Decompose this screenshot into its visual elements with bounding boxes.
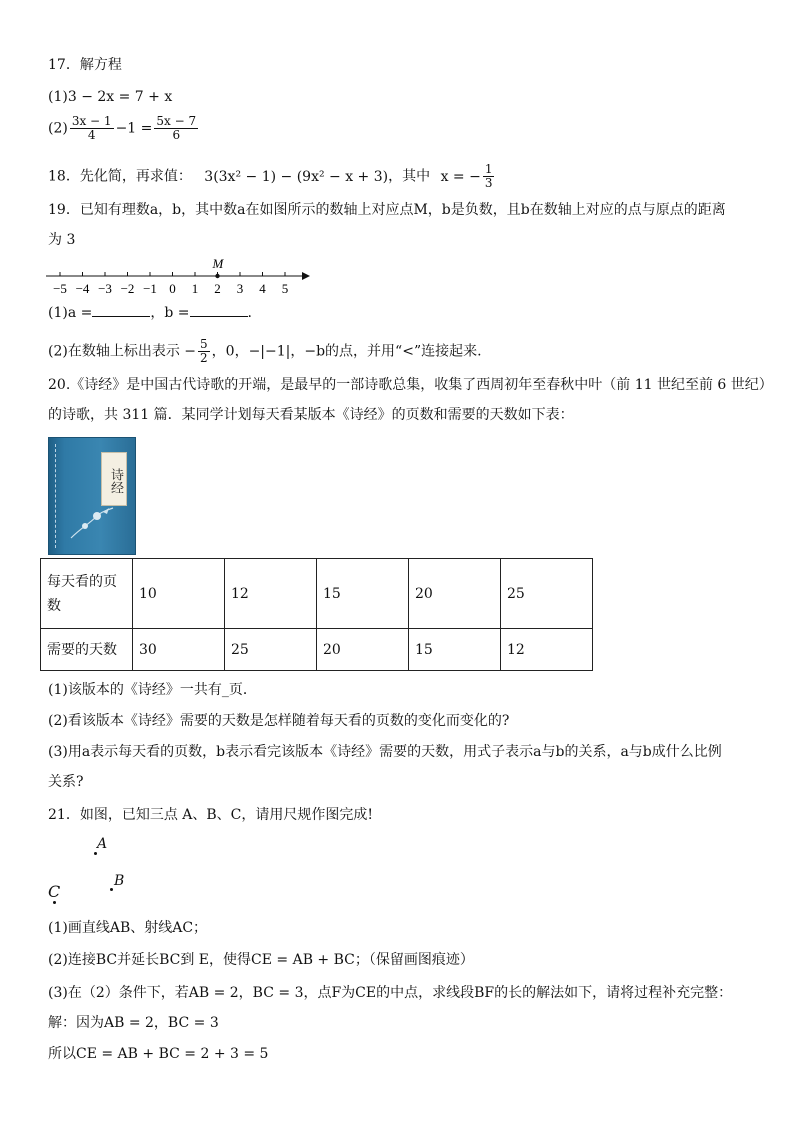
number-line-tick-label: 1 [191, 281, 199, 296]
q21-part2: (2)连接BC并延长BC到 E，使得CE = AB + BC；（保留画图痕迹） [48, 952, 474, 968]
point-b-label: B [114, 873, 125, 889]
q20-part2: (2)看该版本《诗经》需要的天数是怎样随着每天看的页数的变化而变化的? [48, 713, 510, 729]
flower-decoration-icon [67, 504, 117, 540]
q18-expression: 3(3x² − 1) − (9x² − x + 3) [204, 168, 389, 185]
number-line-tick-label: −1 [143, 281, 157, 296]
q17-part2-prefix: (2) [48, 120, 68, 137]
q21-part1: (1)画直线AB、射线AC； [48, 920, 208, 936]
table-cell: 12 [501, 629, 593, 671]
pages-days-table [40, 558, 593, 671]
number-line [40, 254, 320, 300]
book-title-label: 诗经 [101, 452, 127, 506]
table-cell: 20 [409, 559, 501, 629]
table-cell: 10 [133, 559, 225, 629]
q19-part2: (2)在数轴上标出表示 − $\frac{5}{2}$ ，0，−|−1|，−b的点，并用“<”连接起来. [48, 337, 482, 365]
table-header-cell: 需要的天数 [41, 629, 133, 671]
point-b-dot [110, 888, 113, 891]
table-cell: 12 [225, 559, 317, 629]
table-cell: 25 [225, 629, 317, 671]
number-line-tick-label: 3 [236, 281, 244, 296]
number-line-arrow-icon [302, 272, 310, 280]
number-line-tick-label: −4 [75, 281, 90, 296]
number-line-tick-label: 2 [214, 281, 221, 296]
q20-part3-line2: 关系? [48, 774, 84, 790]
table-cell: 15 [317, 559, 409, 629]
table-row [41, 629, 593, 671]
q17-title: 17．解方程 [48, 57, 122, 73]
q20-part1: (1)该版本的《诗经》一共有_页． [48, 682, 257, 698]
number-line-tick-label: 4 [259, 281, 266, 296]
book-binding [55, 444, 57, 548]
q19-line1: 19．已知有理数a，b，其中数a在如图所示的数轴上对应点M，b是负数，且b在数轴上对应的点与原点的距离 [48, 202, 726, 218]
table-row [41, 559, 593, 629]
q19-frac: $\frac{5}{2}$ [200, 337, 208, 365]
q18-frac: $\frac{1}{3}$ [484, 162, 493, 190]
table-cell: 30 [133, 629, 225, 671]
q20-part3-line1: (3)用a表示每天看的页数，b表示看完该版本《诗经》需要的天数，用式子表示a与b的关系，a与b成什么比例 [48, 744, 722, 760]
q17-part1: (1)3 − 2x = 7 + x [48, 89, 173, 105]
q20-line1: 20.《诗经》是中国古代诗歌的开端，是最早的一部诗歌总集，收集了西周初年至春秋中叶（前 11 世纪至前 6 世纪） [48, 377, 773, 393]
number-line-tick-label: 0 [169, 281, 176, 296]
q19-line2: 为 3 [48, 232, 76, 248]
q21-solution-step1: 解：因为AB = 2，BC = 3 [48, 1015, 219, 1031]
point-m-label: M [212, 256, 224, 271]
q21-title: 21．如图，已知三点 A、B、C，请用尺规作图完成! [48, 807, 373, 823]
table-header-cell: 每天看的页 数 [41, 559, 133, 629]
number-line-tick-label: −2 [120, 281, 135, 296]
q17-frac-1: $\frac{3x - 1}{4}$ [71, 114, 112, 142]
table-cell: 15 [409, 629, 501, 671]
number-line-tick-label: −5 [53, 281, 67, 296]
answer-blank-b[interactable] [190, 302, 248, 317]
number-line-tick-label: −3 [98, 281, 112, 296]
table-cell: 20 [317, 629, 409, 671]
point-c-dot [53, 901, 56, 904]
q17-frac-2: $\frac{5x - 7}{6}$ [156, 114, 197, 142]
point-c-label: C [48, 882, 61, 901]
point-m-marker [215, 274, 219, 278]
q17-part2: (2) $\frac{3x - 1}{4}$ −1 = $\frac{5x - 7}{6}$ [48, 114, 197, 142]
number-line-tick-label: 5 [281, 281, 289, 296]
book-cover-image [48, 437, 136, 555]
q21-solution-step2: 所以CE = AB + BC = 2 + 3 = 5 [48, 1046, 269, 1062]
q21-part3: (3)在（2）条件下，若AB = 2，BC = 3，点F为CE的中点，求线段BF的长的解法如下，请将过程补充完整： [48, 985, 733, 1001]
point-a-dot [94, 852, 97, 855]
table-cell: 25 [501, 559, 593, 629]
q20-line2: 的诗歌，共 311 篇．某同学计划每天看某版本《诗经》的页数和需要的天数如下表： [48, 407, 574, 423]
q19-part1: (1)a = ，b = . [48, 302, 252, 323]
q18-line: 18．先化简，再求值： 3(3x² − 1) − (9x² − x + 3)，其中 x = − $\frac{1}{3}$ [48, 162, 493, 190]
answer-blank-a[interactable] [92, 302, 150, 317]
point-a-label: A [97, 836, 108, 852]
